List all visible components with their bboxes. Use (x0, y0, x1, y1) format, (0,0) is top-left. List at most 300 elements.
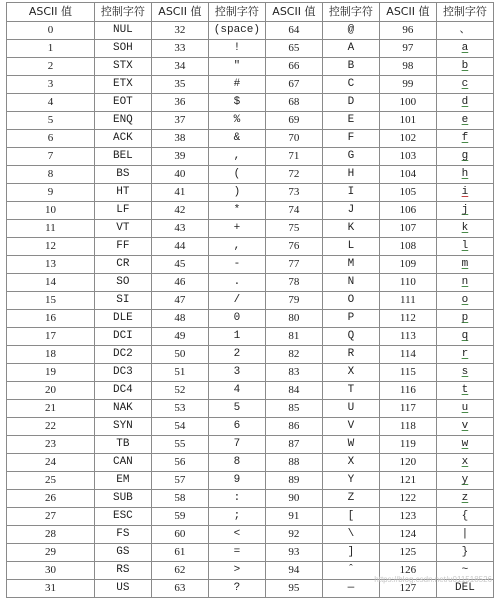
ascii-value-cell: 42 (151, 202, 208, 220)
char-cell: SYN (94, 418, 151, 436)
table-row (7, 328, 494, 346)
ascii-value-cell: 96 (379, 22, 436, 40)
ascii-value-cell: 110 (379, 274, 436, 292)
ascii-value-cell: 37 (151, 112, 208, 130)
ascii-value-cell: 9 (7, 184, 95, 202)
ascii-value-cell: 12 (7, 238, 95, 256)
char-cell (436, 76, 493, 94)
ascii-value-cell: 7 (7, 148, 95, 166)
char-cell: GS (94, 544, 151, 562)
ascii-value-cell: 122 (379, 490, 436, 508)
ascii-value-cell: 125 (379, 544, 436, 562)
char-cell: SI (94, 292, 151, 310)
char-cell: | (436, 526, 493, 544)
char-text: x (461, 456, 469, 468)
ascii-value-cell: 85 (265, 400, 322, 418)
char-cell (436, 58, 493, 76)
char-cell (436, 328, 493, 346)
char-cell (436, 382, 493, 400)
ascii-value-cell: 1 (7, 40, 95, 58)
char-cell: US (94, 580, 151, 598)
ascii-value-cell: 28 (7, 526, 95, 544)
ascii-value-cell: 119 (379, 436, 436, 454)
table-row (7, 148, 494, 166)
char-cell: FS (94, 526, 151, 544)
ascii-value-cell: 88 (265, 454, 322, 472)
table-row (7, 76, 494, 94)
table-row (7, 454, 494, 472)
ascii-value-cell: 78 (265, 274, 322, 292)
ascii-value-cell: 17 (7, 328, 95, 346)
ascii-value-cell: 106 (379, 202, 436, 220)
char-cell: N (322, 274, 379, 292)
char-cell: F (322, 130, 379, 148)
ascii-value-cell: 52 (151, 382, 208, 400)
ascii-value-cell: 57 (151, 472, 208, 490)
char-cell: ~ (436, 562, 493, 580)
char-cell: X (322, 454, 379, 472)
header-ascii-value: ASCII 值 (379, 3, 436, 22)
char-cell: 4 (208, 382, 265, 400)
char-cell: T (322, 382, 379, 400)
ascii-value-cell: 26 (7, 490, 95, 508)
ascii-value-cell: 5 (7, 112, 95, 130)
char-cell: M (322, 256, 379, 274)
table-row (7, 238, 494, 256)
ascii-value-cell: 77 (265, 256, 322, 274)
table-header (7, 3, 494, 22)
ascii-value-cell: 72 (265, 166, 322, 184)
ascii-value-cell: 54 (151, 418, 208, 436)
char-text: u (461, 402, 469, 414)
char-cell: V (322, 418, 379, 436)
table-row (7, 418, 494, 436)
table-row (7, 544, 494, 562)
char-cell: 2 (208, 346, 265, 364)
ascii-value-cell: 62 (151, 562, 208, 580)
char-cell: RS (94, 562, 151, 580)
char-cell: { (436, 508, 493, 526)
char-cell: NAK (94, 400, 151, 418)
char-cell: BS (94, 166, 151, 184)
ascii-table (6, 2, 494, 598)
table-row (7, 256, 494, 274)
ascii-value-cell: 11 (7, 220, 95, 238)
ascii-value-cell: 29 (7, 544, 95, 562)
ascii-value-cell: 113 (379, 328, 436, 346)
header-ascii-value: ASCII 值 (265, 3, 322, 22)
char-cell: + (208, 220, 265, 238)
char-cell: DLE (94, 310, 151, 328)
char-cell: X (322, 364, 379, 382)
char-cell: HT (94, 184, 151, 202)
char-cell: ACK (94, 130, 151, 148)
ascii-value-cell: 109 (379, 256, 436, 274)
ascii-value-cell: 3 (7, 76, 95, 94)
ascii-value-cell: 53 (151, 400, 208, 418)
table-row (7, 40, 494, 58)
table-row (7, 508, 494, 526)
ascii-value-cell: 35 (151, 76, 208, 94)
ascii-value-cell: 4 (7, 94, 95, 112)
ascii-value-cell: 13 (7, 256, 95, 274)
ascii-value-cell: 41 (151, 184, 208, 202)
char-cell: H (322, 166, 379, 184)
char-text: v (461, 420, 469, 432)
ascii-value-cell: 63 (151, 580, 208, 598)
ascii-value-cell: 75 (265, 220, 322, 238)
header-control-char: 控制字符 (322, 3, 379, 22)
ascii-value-cell: 47 (151, 292, 208, 310)
ascii-value-cell: 102 (379, 130, 436, 148)
ascii-value-cell: 116 (379, 382, 436, 400)
char-text: n (461, 276, 469, 288)
ascii-value-cell: 33 (151, 40, 208, 58)
ascii-value-cell: 79 (265, 292, 322, 310)
char-cell: $ (208, 94, 265, 112)
char-cell: Y (322, 472, 379, 490)
ascii-value-cell: 2 (7, 58, 95, 76)
char-text: q (461, 330, 469, 342)
char-cell: L (322, 238, 379, 256)
ascii-value-cell: 115 (379, 364, 436, 382)
char-cell: 1 (208, 328, 265, 346)
ascii-value-cell: 123 (379, 508, 436, 526)
table-row (7, 292, 494, 310)
char-cell: & (208, 130, 265, 148)
table-row (7, 130, 494, 148)
char-cell (436, 418, 493, 436)
char-cell: EM (94, 472, 151, 490)
char-cell (436, 238, 493, 256)
header-ascii-value: ASCII 值 (151, 3, 208, 22)
char-cell: EOT (94, 94, 151, 112)
ascii-value-cell: 108 (379, 238, 436, 256)
char-cell: LF (94, 202, 151, 220)
char-cell: STX (94, 58, 151, 76)
char-cell: (space) (208, 22, 265, 40)
ascii-value-cell: 68 (265, 94, 322, 112)
ascii-value-cell: 51 (151, 364, 208, 382)
char-cell: 、 (436, 22, 493, 40)
char-cell (436, 184, 493, 202)
ascii-value-cell: 58 (151, 490, 208, 508)
char-cell: - (208, 256, 265, 274)
char-cell: O (322, 292, 379, 310)
char-cell (436, 220, 493, 238)
char-cell: P (322, 310, 379, 328)
char-text: w (461, 438, 469, 450)
table-row (7, 400, 494, 418)
char-text: d (461, 96, 469, 108)
char-cell (436, 274, 493, 292)
ascii-value-cell: 66 (265, 58, 322, 76)
char-cell: BEL (94, 148, 151, 166)
char-cell (436, 256, 493, 274)
ascii-value-cell: 48 (151, 310, 208, 328)
char-cell (436, 400, 493, 418)
table-row (7, 436, 494, 454)
char-cell: NUL (94, 22, 151, 40)
char-text: j (461, 204, 469, 216)
char-cell: [ (322, 508, 379, 526)
table-row (7, 346, 494, 364)
table-row (7, 184, 494, 202)
char-cell: 0 (208, 310, 265, 328)
table-row (7, 274, 494, 292)
ascii-value-cell: 92 (265, 526, 322, 544)
char-cell (436, 436, 493, 454)
ascii-value-cell: 91 (265, 508, 322, 526)
ascii-value-cell: 6 (7, 130, 95, 148)
ascii-value-cell: 14 (7, 274, 95, 292)
ascii-value-cell: 27 (7, 508, 95, 526)
char-cell: , (208, 238, 265, 256)
char-cell: ENQ (94, 112, 151, 130)
ascii-value-cell: 49 (151, 328, 208, 346)
char-cell: — (322, 580, 379, 598)
char-text: i (461, 186, 469, 198)
ascii-value-cell: 36 (151, 94, 208, 112)
ascii-value-cell: 69 (265, 112, 322, 130)
ascii-value-cell: 38 (151, 130, 208, 148)
char-cell: ] (322, 544, 379, 562)
char-text: h (461, 168, 469, 180)
ascii-value-cell: 100 (379, 94, 436, 112)
table-row (7, 58, 494, 76)
char-cell: , (208, 148, 265, 166)
char-cell: # (208, 76, 265, 94)
char-cell (436, 148, 493, 166)
ascii-value-cell: 105 (379, 184, 436, 202)
table-row (7, 166, 494, 184)
header-control-char: 控制字符 (208, 3, 265, 22)
ascii-value-cell: 97 (379, 40, 436, 58)
char-cell: ESC (94, 508, 151, 526)
char-cell: } (436, 544, 493, 562)
ascii-value-cell: 118 (379, 418, 436, 436)
ascii-value-cell: 34 (151, 58, 208, 76)
ascii-value-cell: 94 (265, 562, 322, 580)
char-cell: Z (322, 490, 379, 508)
char-text: m (461, 258, 469, 270)
ascii-value-cell: 45 (151, 256, 208, 274)
char-text: e (461, 114, 469, 126)
ascii-value-cell: 43 (151, 220, 208, 238)
char-cell: " (208, 58, 265, 76)
char-cell: DC4 (94, 382, 151, 400)
ascii-value-cell: 31 (7, 580, 95, 598)
ascii-value-cell: 71 (265, 148, 322, 166)
ascii-value-cell: 73 (265, 184, 322, 202)
char-cell: CAN (94, 454, 151, 472)
ascii-value-cell: 32 (151, 22, 208, 40)
ascii-value-cell: 18 (7, 346, 95, 364)
char-cell: > (208, 562, 265, 580)
char-cell: U (322, 400, 379, 418)
char-cell: DCI (94, 328, 151, 346)
char-cell: / (208, 292, 265, 310)
char-cell (436, 364, 493, 382)
ascii-value-cell: 98 (379, 58, 436, 76)
ascii-value-cell: 65 (265, 40, 322, 58)
ascii-value-cell: 24 (7, 454, 95, 472)
ascii-value-cell: 89 (265, 472, 322, 490)
char-cell (436, 40, 493, 58)
char-text: c (461, 78, 469, 90)
ascii-value-cell: 21 (7, 400, 95, 418)
char-cell: J (322, 202, 379, 220)
table-row (7, 526, 494, 544)
ascii-value-cell: 64 (265, 22, 322, 40)
ascii-value-cell: 117 (379, 400, 436, 418)
table-row (7, 220, 494, 238)
char-cell (436, 130, 493, 148)
table-row (7, 490, 494, 508)
ascii-value-cell: 56 (151, 454, 208, 472)
char-cell: CR (94, 256, 151, 274)
ascii-value-cell: 86 (265, 418, 322, 436)
ascii-value-cell: 16 (7, 310, 95, 328)
char-cell: ˆ (322, 562, 379, 580)
char-cell (436, 472, 493, 490)
char-cell: ETX (94, 76, 151, 94)
table-row (7, 22, 494, 40)
ascii-value-cell: 46 (151, 274, 208, 292)
char-cell: ! (208, 40, 265, 58)
ascii-value-cell: 50 (151, 346, 208, 364)
char-text: t (461, 384, 469, 396)
header-row (7, 3, 494, 22)
char-cell: SO (94, 274, 151, 292)
ascii-value-cell: 0 (7, 22, 95, 40)
ascii-value-cell: 82 (265, 346, 322, 364)
char-text: k (461, 222, 469, 234)
table-row (7, 472, 494, 490)
ascii-value-cell: 104 (379, 166, 436, 184)
ascii-value-cell: 83 (265, 364, 322, 382)
char-cell: ) (208, 184, 265, 202)
char-cell: @ (322, 22, 379, 40)
ascii-value-cell: 67 (265, 76, 322, 94)
char-cell: W (322, 436, 379, 454)
char-cell: . (208, 274, 265, 292)
char-cell (436, 202, 493, 220)
ascii-value-cell: 111 (379, 292, 436, 310)
ascii-value-cell: 126 (379, 562, 436, 580)
char-text: r (461, 348, 469, 360)
ascii-value-cell: 80 (265, 310, 322, 328)
char-cell: * (208, 202, 265, 220)
char-cell: ; (208, 508, 265, 526)
char-cell (436, 454, 493, 472)
char-cell: D (322, 94, 379, 112)
char-text: a (461, 42, 469, 54)
char-cell: TB (94, 436, 151, 454)
char-cell: \ (322, 526, 379, 544)
char-cell: SUB (94, 490, 151, 508)
ascii-value-cell: 81 (265, 328, 322, 346)
ascii-value-cell: 127 (379, 580, 436, 598)
char-cell (436, 346, 493, 364)
char-cell: 6 (208, 418, 265, 436)
watermark: https://blog.csdn.net/u011518526 (374, 575, 492, 584)
ascii-value-cell: 103 (379, 148, 436, 166)
char-cell: = (208, 544, 265, 562)
char-cell: SOH (94, 40, 151, 58)
char-cell: C (322, 76, 379, 94)
char-text: g (461, 150, 469, 162)
char-cell: 7 (208, 436, 265, 454)
ascii-value-cell: 101 (379, 112, 436, 130)
char-cell: I (322, 184, 379, 202)
char-cell: % (208, 112, 265, 130)
ascii-value-cell: 59 (151, 508, 208, 526)
ascii-value-cell: 15 (7, 292, 95, 310)
ascii-value-cell: 25 (7, 472, 95, 490)
char-cell: B (322, 58, 379, 76)
ascii-value-cell: 90 (265, 490, 322, 508)
ascii-value-cell: 124 (379, 526, 436, 544)
ascii-value-cell: 19 (7, 364, 95, 382)
ascii-value-cell: 61 (151, 544, 208, 562)
ascii-value-cell: 60 (151, 526, 208, 544)
ascii-value-cell: 84 (265, 382, 322, 400)
table-row (7, 382, 494, 400)
char-text: z (461, 492, 469, 504)
ascii-value-cell: 20 (7, 382, 95, 400)
char-cell: 8 (208, 454, 265, 472)
char-cell: G (322, 148, 379, 166)
char-cell (436, 490, 493, 508)
ascii-value-cell: 70 (265, 130, 322, 148)
char-cell: ? (208, 580, 265, 598)
ascii-value-cell: 22 (7, 418, 95, 436)
ascii-value-cell: 23 (7, 436, 95, 454)
header-control-char: 控制字符 (94, 3, 151, 22)
ascii-value-cell: 99 (379, 76, 436, 94)
ascii-value-cell: 40 (151, 166, 208, 184)
ascii-value-cell: 93 (265, 544, 322, 562)
char-cell: Q (322, 328, 379, 346)
char-cell: DC3 (94, 364, 151, 382)
char-text: o (461, 294, 469, 306)
table-row (7, 94, 494, 112)
ascii-value-cell: 30 (7, 562, 95, 580)
char-text: p (461, 312, 469, 324)
char-cell: ( (208, 166, 265, 184)
table-row (7, 310, 494, 328)
char-cell: R (322, 346, 379, 364)
char-cell: VT (94, 220, 151, 238)
char-cell (436, 94, 493, 112)
char-cell: 5 (208, 400, 265, 418)
ascii-value-cell: 121 (379, 472, 436, 490)
ascii-value-cell: 112 (379, 310, 436, 328)
header-ascii-value: ASCII 值 (7, 3, 95, 22)
char-cell: DEL (436, 580, 493, 598)
char-text: y (461, 474, 469, 486)
char-cell: E (322, 112, 379, 130)
char-cell: K (322, 220, 379, 238)
ascii-value-cell: 76 (265, 238, 322, 256)
char-cell: A (322, 40, 379, 58)
char-cell: FF (94, 238, 151, 256)
char-cell: DC2 (94, 346, 151, 364)
char-text: s (461, 366, 469, 378)
char-cell: < (208, 526, 265, 544)
char-cell (436, 310, 493, 328)
